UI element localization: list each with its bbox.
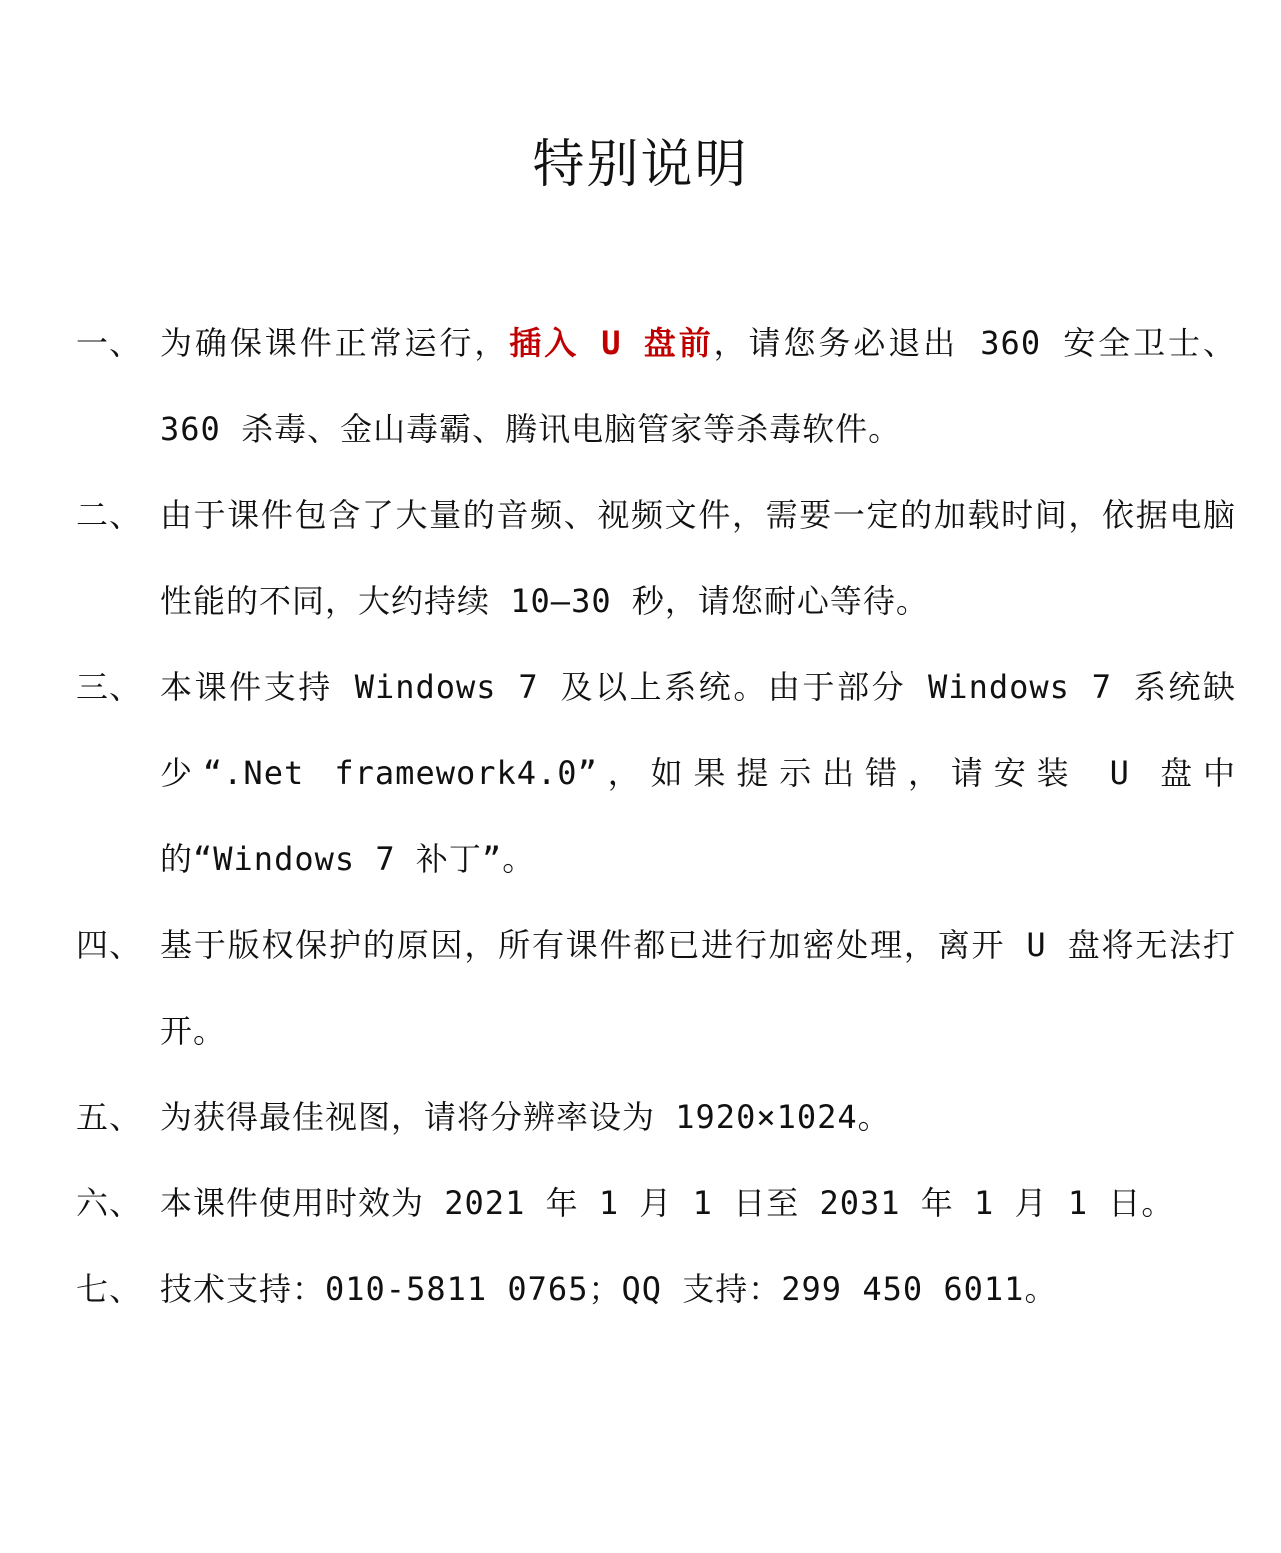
notice-item-2 xyxy=(76,472,1236,644)
item-text: 技术支持：010-5811 0765；QQ 支持：299 450 6011。 xyxy=(160,1270,1058,1308)
item-text: 为获得最佳视图，请将分辨率设为 1920×1024。 xyxy=(160,1098,891,1136)
item-number: 五、 xyxy=(76,1098,143,1136)
item-text: 本课件使用时效为 2021 年 1 月 1 日至 2031 年 1 月 1 日。 xyxy=(160,1184,1175,1222)
item-text: 由于课件包含了大量的音频、视频文件，需要一定的加载时间，依据电脑性能的不同，大约持续 10—30 秒，请您耐心等待。 xyxy=(160,496,1236,620)
item-text-pre: 为确保课件正常运行， xyxy=(160,324,510,362)
notice-item-3 xyxy=(76,644,1236,902)
item-number: 一、 xyxy=(76,324,143,362)
page-title: 特别说明 xyxy=(532,135,749,195)
item-number: 七、 xyxy=(76,1270,143,1308)
item-text: 基于版权保护的原因，所有课件都已进行加密处理，离开 U 盘将无法打开。 xyxy=(160,926,1236,1050)
notice-item-6 xyxy=(76,1160,1236,1246)
item-number: 三、 xyxy=(76,668,143,706)
notice-item-7 xyxy=(76,1246,1236,1332)
item-text: 本课件支持 Windows 7 及以上系统。由于部分 Windows 7 系统缺少“.Net framework4.0”，如果提示出错，请安装 U 盘中的“Windows 7 补丁”。 xyxy=(160,668,1236,878)
notice-item-5 xyxy=(76,1074,1236,1160)
notice-list xyxy=(76,300,1236,1332)
item-number: 六、 xyxy=(76,1184,143,1222)
item-number: 二、 xyxy=(76,496,143,534)
notice-item-4 xyxy=(76,902,1236,1074)
usb-warning-highlight: 插入 U 盘前 xyxy=(509,324,714,362)
notice-item-1 xyxy=(76,300,1236,472)
item-text-post: ，请您务必退出 360 安全卫士、360 杀毒、金山毒霸、腾讯电脑管家等杀毒软件。 xyxy=(160,324,1236,448)
item-number: 四、 xyxy=(76,926,143,964)
